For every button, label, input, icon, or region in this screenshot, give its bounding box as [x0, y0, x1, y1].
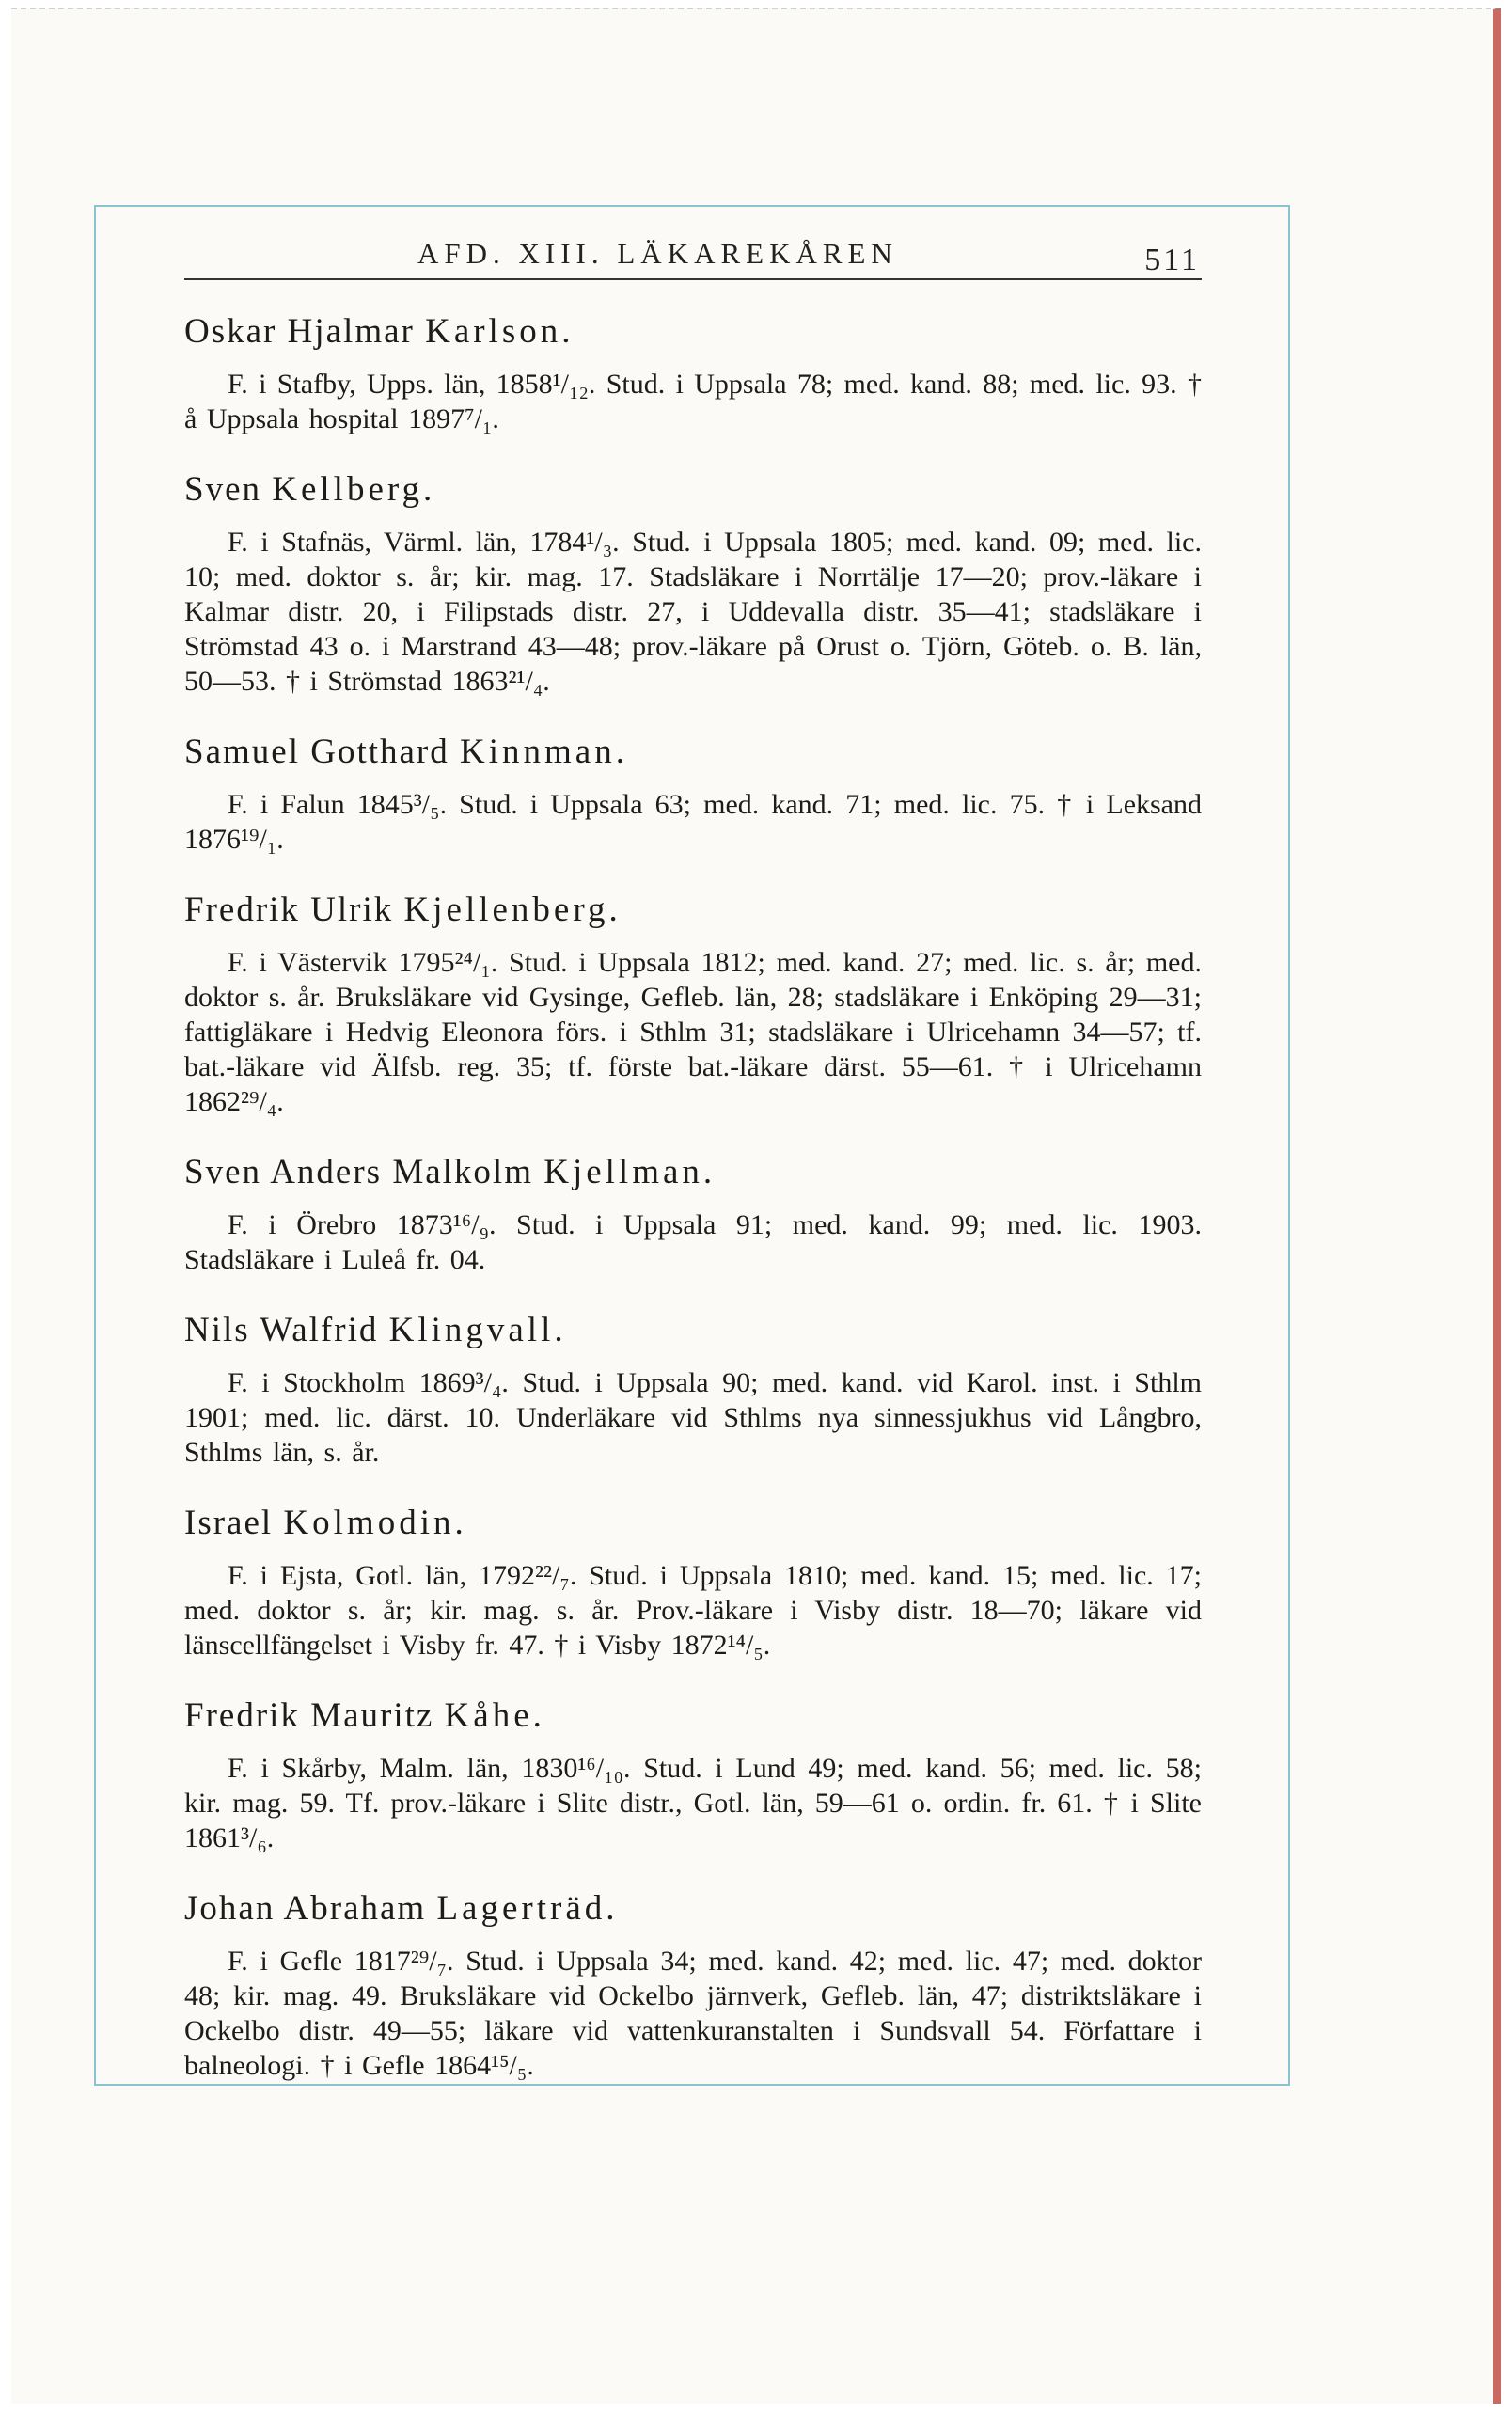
- biography-text: F. i Ejsta, Gotl. län, 1792²²/₇. Stud. i Uppsala 1810; med. kand. 15; med. lic. 17; med. doktor s. år; kir. mag. s. år. Prov.-läkare i Visby distr. 18—70; läkare vid länscellfängelset i Visby fr. 47. † i Visby 1872¹⁴/₅.: [184, 1560, 1202, 1661]
- person-name: [184, 466, 1202, 513]
- biography-text: F. i Stafnäs, Värml. län, 1784¹/₃. Stud. i Uppsala 1805; med. kand. 09; med. lic. 10; med. doktor s. år; kir. mag. 17. Stadsläkare i Norrtälje 17—20; prov.-läkare i Kalmar distr. 20, i Filipstads distr. 27, i Uddevalla distr. 35—41; stadsläkare i Strömstad 43 o. i Marstrand 43—48; prov.-läkare på Orust o. Tjörn, Göteb. o. B. län, 50—53. † i Strömstad 1863²¹/₄.: [184, 527, 1202, 697]
- biography-text: F. i Skårby, Malm. län, 1830¹⁶/₁₀. Stud. i Lund 49; med. kand. 56; med. lic. 58; kir. mag. 59. Tf. prov.-läkare i Slite distr., Gotl. län, 59—61 o. ordin. fr. 61. † i Slite 1861³/₆.: [184, 1753, 1202, 1853]
- surname: Lagerträd.: [436, 1889, 619, 1928]
- biography-entry: [184, 1149, 1202, 1277]
- surname: Kellberg.: [272, 470, 436, 509]
- section-title: AFD. XIII. LÄKAREKÅREN: [417, 237, 898, 270]
- biography-entry: [184, 1307, 1202, 1470]
- person-name: [184, 1693, 1202, 1740]
- biography-entry: [184, 1693, 1202, 1855]
- biography-text: F. i Stafby, Upps. län, 1858¹/₁₂. Stud. i Uppsala 78; med. kand. 88; med. lic. 93. † å Uppsala hospital 1897⁷/₁.: [184, 369, 1202, 434]
- page-number: 511: [1144, 243, 1200, 277]
- biography-text: F. i Örebro 1873¹⁶/₉. Stud. i Uppsala 91; med. kand. 99; med. lic. 1903. Stadsläkare i Luleå fr. 04.: [184, 1209, 1202, 1275]
- given-names: Sven Anders Malkolm: [184, 1153, 533, 1191]
- given-names: Oskar Hjalmar: [184, 312, 415, 351]
- biography-entry: [184, 1885, 1202, 2083]
- surname: Kjellman.: [543, 1153, 717, 1191]
- given-names: Johan Abraham: [184, 1889, 427, 1928]
- given-names: Fredrik Ulrik: [184, 891, 394, 929]
- person-name: [184, 1885, 1202, 1932]
- person-name: [184, 1500, 1202, 1547]
- person-name: [184, 1307, 1202, 1354]
- surname: Kolmodin.: [283, 1504, 467, 1542]
- biography-text: F. i Stockholm 1869³/₄. Stud. i Uppsala 90; med. kand. vid Karol. inst. i Sthlm 1901; med. lic. därst. 10. Underläkare vid Sthlms nya sinnessjukhus vid Långbro, Sthlms län, s. år.: [184, 1367, 1202, 1468]
- entries-list: [184, 308, 1202, 2113]
- surname: Kåhe.: [444, 1696, 545, 1735]
- running-header: [184, 229, 1202, 280]
- person-name: [184, 308, 1202, 355]
- biography-entry: [184, 1500, 1202, 1663]
- given-names: Samuel Gotthard: [184, 733, 449, 771]
- biography-text: F. i Falun 1845³/₅. Stud. i Uppsala 63; med. kand. 71; med. lic. 75. † i Leksand 1876¹⁹/₁.: [184, 789, 1202, 855]
- biography-entry: [184, 466, 1202, 699]
- biography-entry: [184, 308, 1202, 436]
- given-names: Fredrik Mauritz: [184, 1696, 434, 1735]
- given-names: Sven: [184, 470, 261, 509]
- surname: Kjellenberg.: [403, 891, 622, 929]
- person-name: [184, 887, 1202, 934]
- biography-entry: [184, 729, 1202, 857]
- surname: Karlson.: [425, 312, 575, 351]
- surname: Kinnman.: [460, 733, 628, 771]
- biography-text: F. i Gefle 1817²⁹/₇. Stud. i Uppsala 34; med. kand. 42; med. lic. 47; med. doktor 48; kir. mag. 49. Bruksläkare vid Ockelbo järnverk, Gefleb. län, 47; distriktsläkare i Ockelbo distr. 49—55; läkare vid vattenkuranstalten i Sundsvall 54. Författare i balneologi. † i Gefle 1864¹⁵/₅.: [184, 1946, 1202, 2081]
- given-names: Nils Walfrid: [184, 1311, 379, 1349]
- surname: Klingvall.: [388, 1311, 567, 1349]
- biography-entry: [184, 887, 1202, 1119]
- person-name: [184, 1149, 1202, 1196]
- biography-text: F. i Västervik 1795²⁴/₁. Stud. i Uppsala 1812; med. kand. 27; med. lic. s. år; med. doktor s. år. Bruksläkare vid Gysinge, Gefleb. län, 28; stadsläkare i Enköping 29—31; fattigläkare i Hedvig Eleonora förs. i Sthlm 31; stadsläkare i Ulricehamn 34—57; tf. bat.-läkare vid Älfsb. reg. 35; tf. förste bat.-läkare därst. 55—61. † i Ulricehamn 1862²⁹/₄.: [184, 947, 1202, 1117]
- given-names: Israel: [184, 1504, 274, 1542]
- person-name: [184, 729, 1202, 776]
